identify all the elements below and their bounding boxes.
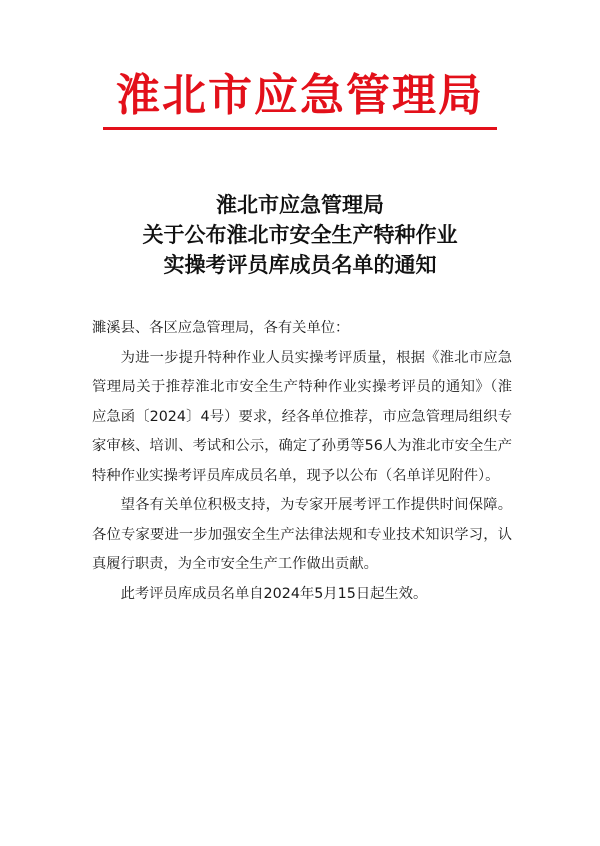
letterhead-divider — [103, 127, 497, 130]
title-line-1: 淮北市应急管理局 — [216, 192, 384, 217]
salutation: 濉溪县、各区应急管理局，各有关单位： — [92, 320, 350, 336]
document-title — [0, 190, 600, 280]
body-paragraph-3: 此考评员库成员名单自2024年5月15日起生效。 — [120, 585, 428, 602]
body-paragraph-1: 为进一步提升特种作业人员实操考评质量，根据《淮北市应急管理局关于推荐淮北市安全生产特种作业实操考评员的通知》（淮应急函〔2024〕4号）要求，经各单位推荐，市应急管理局组织专家审核、培训、考试和公示，确定了孙勇等56人为淮北市安全生产特种作业实操考评员库成员名单，现予以公布（名单详见附件）。 — [92, 349, 512, 484]
agency-letterhead: 淮北市应急管理局 — [116, 70, 484, 121]
document-body — [92, 314, 512, 609]
title-line-3: 实操考评员库成员名单的通知 — [163, 252, 437, 277]
body-paragraph-2: 望各有关单位积极支持，为专家开展考评工作提供时间保障。各位专家要进一步加强安全生产法律法规和专业技术知识学习，认真履行职责，为全市安全生产工作做出贡献。 — [92, 497, 512, 572]
title-line-2: 关于公布淮北市安全生产特种作业 — [142, 222, 458, 247]
